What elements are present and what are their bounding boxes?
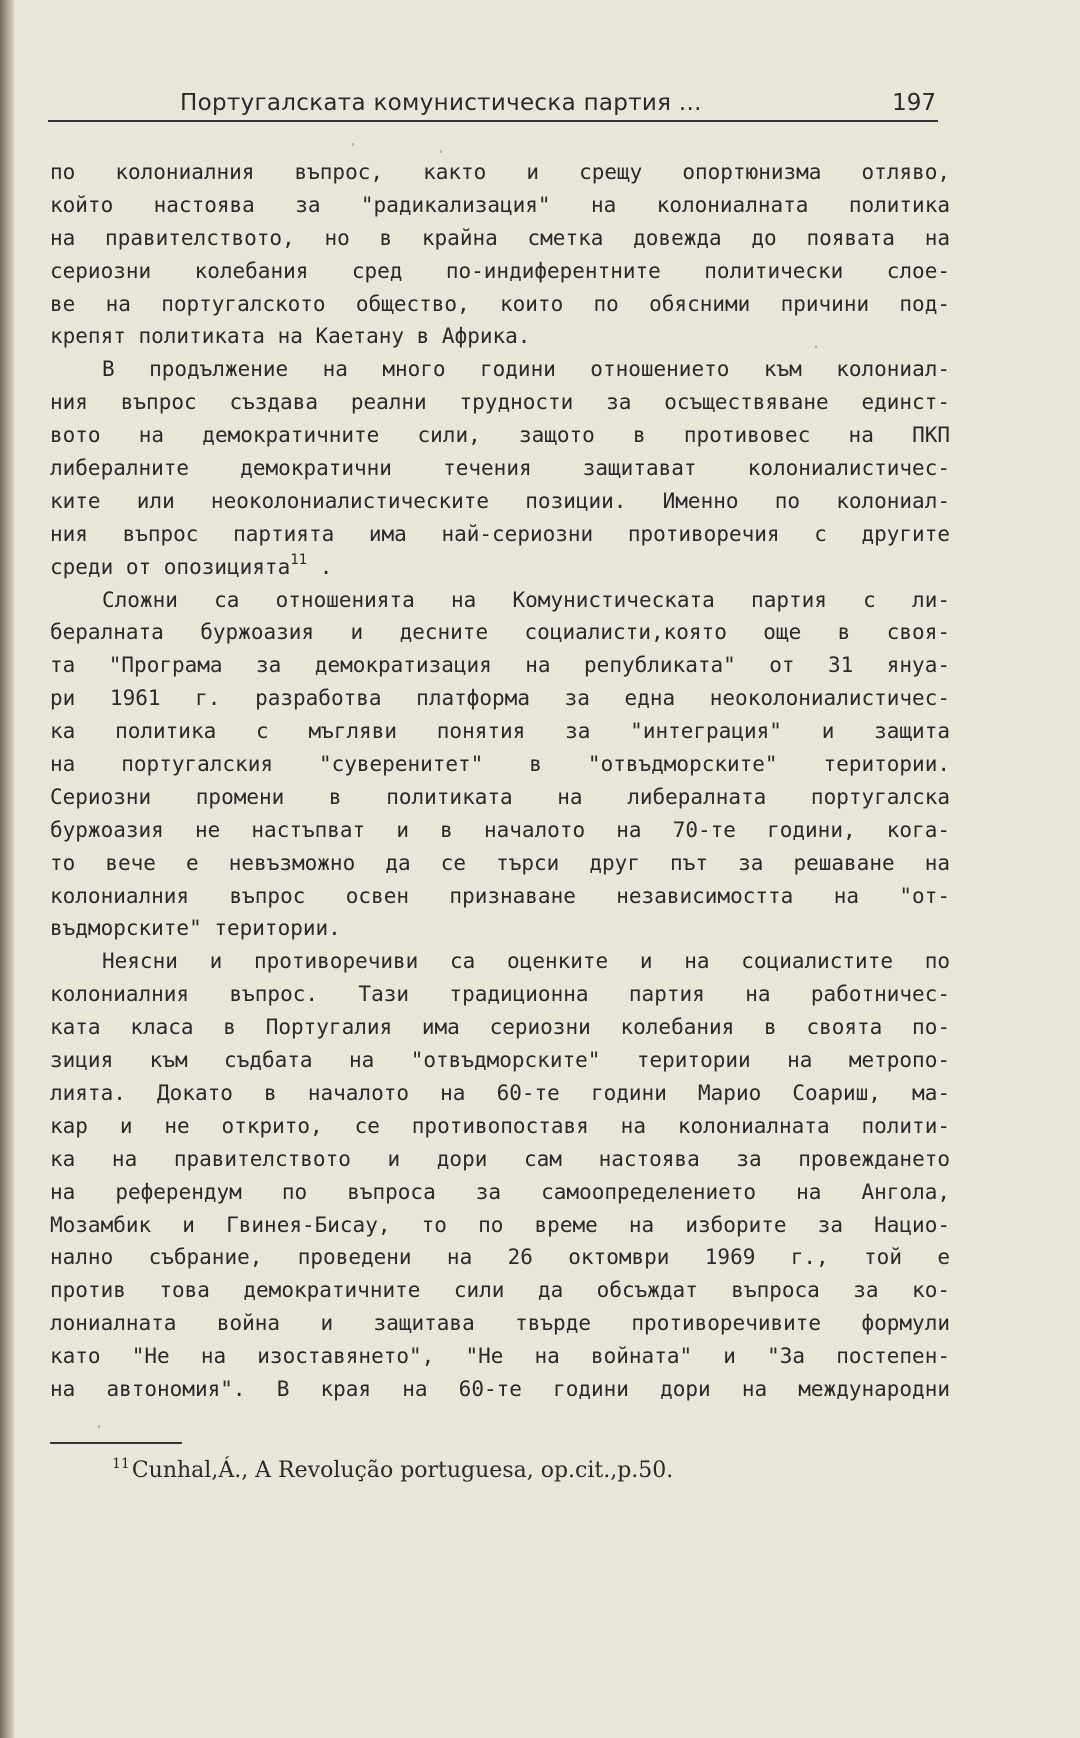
text-line: Сложни са отношенията на Комунистическата партия с ли- (102, 587, 950, 612)
text-line: на референдум по въпроса за самоопределението на Ангола, (50, 1179, 950, 1204)
footnote-text: Cunhal,Á., A Revolução portuguesa, op.cit.,p.50. (131, 1458, 674, 1483)
text-line: против това демократичните сили да обсъждат въпроса за ко- (50, 1278, 950, 1303)
paragraph-1 (50, 156, 950, 353)
sentence-end: . (319, 554, 333, 579)
text-line: като "Не на изоставянето", "Не на войната" и "За постепен- (50, 1344, 950, 1369)
footnote (112, 1458, 673, 1483)
paragraph-2 (50, 353, 950, 583)
text-line: кар и не открито, се противопоставя на колониалната полити- (50, 1113, 950, 1138)
footnote-divider (50, 1442, 182, 1444)
text-line: Сериозни промени в политиката на либералната португалска (50, 784, 950, 809)
text-line: Мозамбик и Гвинея-Бисау, то по време на изборите за Нацио- (50, 1212, 950, 1237)
text-line: лията. Докато в началото на 60-те години Марио Соариш, ма- (50, 1080, 950, 1105)
book-spine-shadow (0, 0, 14, 1738)
scan-speck (815, 345, 817, 348)
text-line: на португалския "суверенитет" в "отвъдморските" територии. (50, 752, 950, 777)
body-text (50, 156, 950, 1406)
text-line: ка на правителството и дори сам настоява за провеждането (50, 1146, 950, 1171)
text-line: сериозни колебания сред по-индиферентните политически слое- (50, 258, 950, 283)
text-line: ния въпрос партията има най-сериозни противоречия с другите (50, 521, 950, 546)
footnote-reference[interactable]: 11 (290, 551, 308, 568)
text-line: на правителството, но в крайна сметка довежда до появата на (50, 225, 950, 250)
text-line: колониалния въпрос освен признаване независимостта на "от- (50, 883, 950, 908)
text-line: ка политика с мъгляви понятия за "интеграция" и защита (50, 719, 950, 744)
scan-speck (98, 1425, 100, 1428)
text-line: буржоазия не настъпват и в началото на 70-те години, кога- (50, 817, 950, 842)
text-line: Неясни и противоречиви са оценките и на социалистите по (102, 949, 950, 974)
text-line: по колониалния въпрос, както и срещу опортюнизма отляво, (50, 160, 950, 184)
text-line: зиция към съдбата на "отвъдморските" територии на метропо- (50, 1048, 950, 1073)
text-line-content: среди от опозицията (50, 554, 291, 579)
text-line: въдморските" територии. (50, 916, 341, 941)
paragraph-4 (50, 945, 950, 1405)
text-line-with-footnote (50, 551, 950, 584)
paragraph-3 (50, 584, 950, 946)
text-line: ния въпрос създава реални трудности за осъществяване единст- (50, 390, 950, 415)
text-line: на автономия". В края на 60-те години дори на международни (50, 1376, 950, 1401)
text-line: ри 1961 г. разработва платформа за една неоколониалистичес- (50, 686, 950, 711)
text-line: та "Програма за демократизация на републиката" от 31 януа- (50, 653, 950, 678)
text-line: нално събрание, проведени на 26 октомври 1969 г., той е (50, 1245, 950, 1270)
text-line: ката класа в Португалия има сериозни колебания в своята по- (50, 1015, 950, 1040)
text-line: бералната буржоазия и десните социалисти,която още в своя- (50, 620, 950, 645)
text-line: либералните демократични течения защитават колониалистичес- (50, 456, 950, 481)
text-line: лониалната война и защитава твърде противоречивите формули (50, 1311, 950, 1336)
text-line: ките или неоколониалистическите позиции. Именно по колониал- (50, 488, 950, 513)
text-line: ве на португалското общество, които по обясними причини под- (50, 291, 950, 316)
text-line: колониалния въпрос. Тази традиционна партия на работничес- (50, 982, 950, 1007)
text-line: В продължение на много години отношението към колониал- (102, 357, 950, 382)
text-line: вото на демократичните сили, защото в противовес на ПКП (50, 423, 950, 448)
scan-speck (440, 150, 442, 153)
page-header (48, 86, 938, 122)
footnote-number: 11 (112, 1456, 130, 1472)
text-line: който настоява за "радикализация" на колониалната политика (50, 192, 950, 217)
text-line: крепят политиката на Каетану в Африка. (50, 324, 531, 349)
text-line: то вече е невъзможно да се търси друг път за решаване на (50, 850, 950, 875)
page-number: 197 (892, 90, 936, 116)
running-title: Португалската комунистическа партия ... (180, 90, 702, 116)
scan-speck (352, 143, 354, 146)
